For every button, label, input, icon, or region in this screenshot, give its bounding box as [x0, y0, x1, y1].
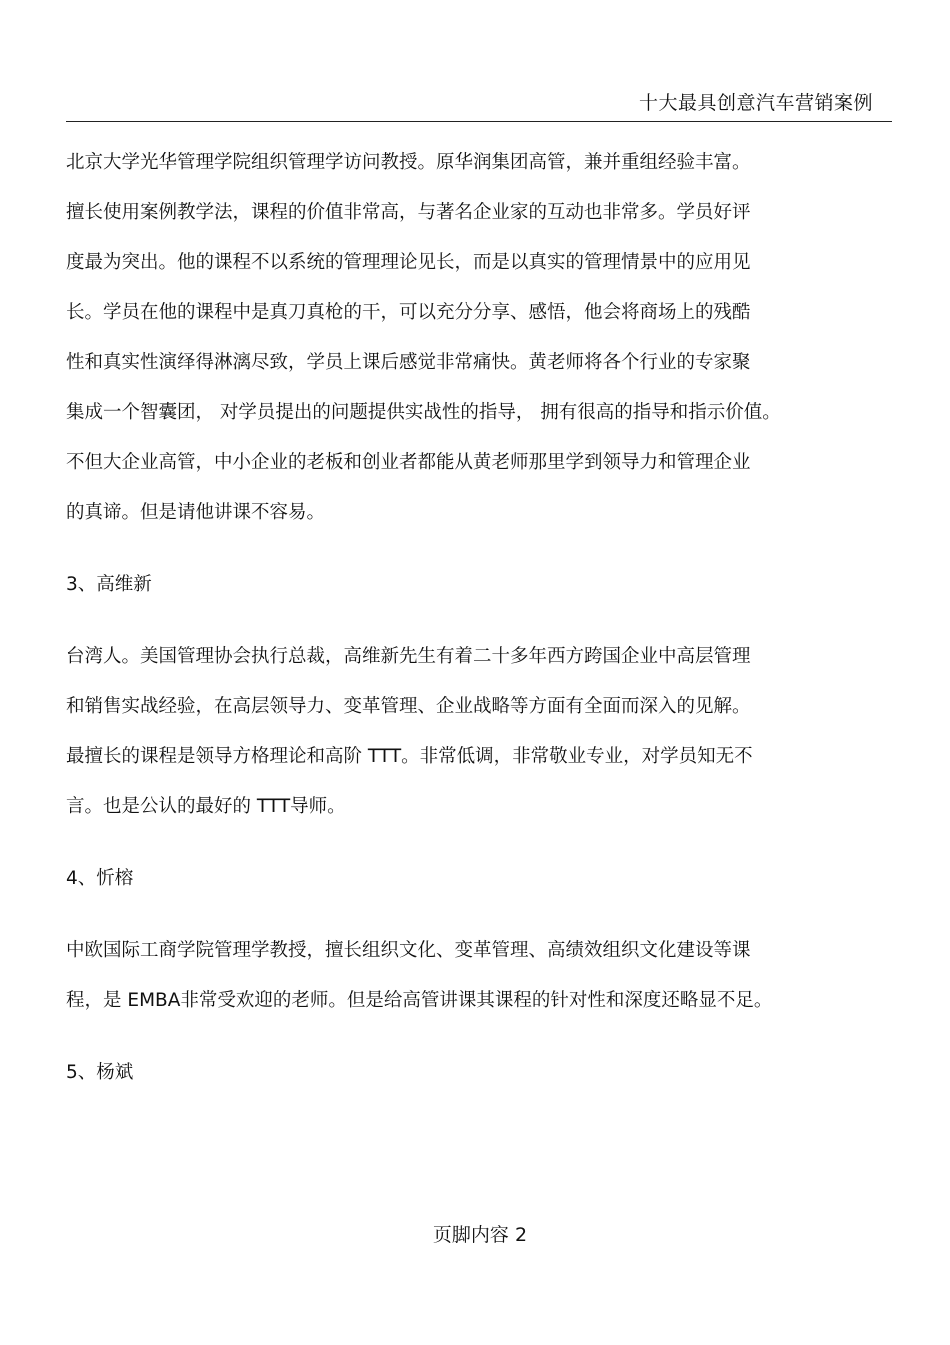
paragraph-line: 长。学员在他的课程中是真刀真枪的干，可以充分分享、感悟，他会将商场上的残酷: [66, 302, 751, 323]
paragraph-line: 中欧国际工商学院管理学教授，擅长组织文化、变革管理、高绩效组织文化建设等课: [66, 940, 751, 961]
paragraph-gap: [66, 618, 886, 640]
paragraph-gap: [66, 912, 886, 934]
paragraph-line: 台湾人。美国管理协会执行总裁，高维新先生有着二十多年西方跨国企业中高层管理: [66, 646, 751, 667]
paragraph-line: 度最为突出。他的课程不以系统的管理理论见长，而是以真实的管理情景中的应用见: [66, 252, 751, 273]
paragraph-line: 擅长使用案例教学法，课程的价值非常高，与著名企业家的互动也非常多。学员好评: [66, 202, 751, 223]
header-title: 十大最具创意汽车营销案例: [638, 92, 873, 114]
page-footer: 页脚内容 2: [432, 1224, 528, 1246]
paragraph-line: 性和真实性演绎得淋漓尽致，学员上课后感觉非常痛快。黄老师将各个行业的专家聚: [66, 352, 751, 373]
paragraph-gap: [66, 546, 886, 568]
paragraph-line: 北京大学光华管理学院组织管理学访问教授。原华润集团高管，兼并重组经验丰富。: [66, 152, 751, 173]
body-text: [66, 146, 886, 1106]
paragraph-line: 的真谛。但是请他讲课不容易。: [66, 502, 326, 523]
paragraph-gap: [66, 840, 886, 862]
section-heading: 5、杨斌: [66, 1062, 134, 1083]
paragraph-line: 不但大企业高管，中小企业的老板和创业者都能从黄老师那里学到领导力和管理企业: [66, 452, 751, 473]
paragraph-line: 集成一个智囊团， 对学员提出的问题提供实战性的指导， 拥有很高的指导和指示价值。: [66, 402, 781, 423]
section-heading: 3、高维新: [66, 574, 152, 595]
paragraph-line: 和销售实战经验，在高层领导力、变革管理、企业战略等方面有全面而深入的见解。: [66, 696, 751, 717]
section-heading: 4、忻榕: [66, 868, 134, 889]
paragraph-line: 言。也是公认的最好的 TTT导师。: [66, 796, 346, 817]
paragraph-line: 最擅长的课程是领导方格理论和高阶 TTT。非常低调，非常敬业专业，对学员知无不: [66, 746, 753, 767]
paragraph-gap: [66, 1034, 886, 1056]
paragraph-line: 程，是 EMBA非常受欢迎的老师。但是给高管讲课其课程的针对性和深度还略显不足。: [66, 990, 773, 1011]
header-divider: [66, 121, 892, 122]
